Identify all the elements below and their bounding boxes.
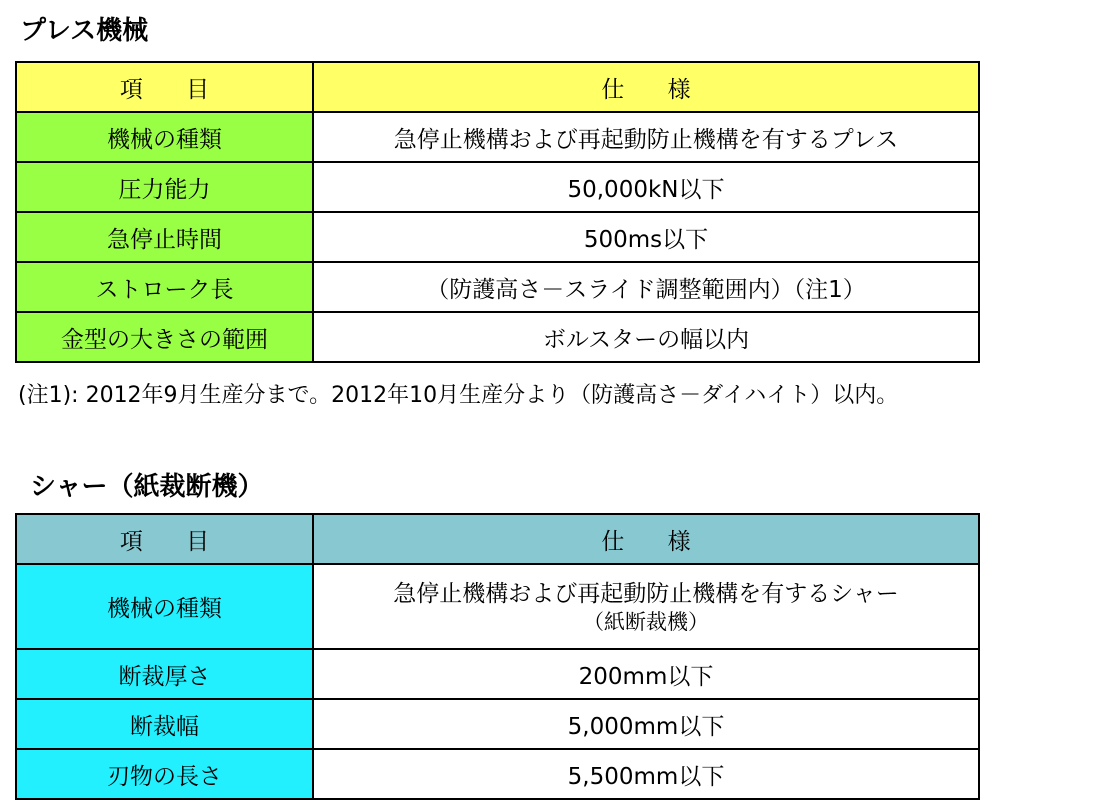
table-row: [16, 649, 979, 699]
row-spec: 500ms以下: [313, 212, 979, 262]
row-spec-line1: 急停止機構および再起動防止機構を有するシャー: [393, 580, 899, 607]
table-row: [16, 312, 979, 362]
row-spec: [313, 564, 979, 649]
table-row: [16, 162, 979, 212]
table-row: [16, 112, 979, 162]
header-spec: 仕 様: [313, 514, 979, 564]
press-footnote: (注1): 2012年9月生産分まで。2012年10月生産分より（防護高さ－ダイハイト）以内。: [18, 383, 899, 408]
row-item: ストローク長: [16, 262, 313, 312]
row-item: 金型の大きさの範囲: [16, 312, 313, 362]
table-row: [16, 564, 979, 649]
row-spec: ボルスターの幅以内: [313, 312, 979, 362]
row-spec: 200mm以下: [313, 649, 979, 699]
header-item: 項 目: [16, 62, 313, 112]
table-row: [16, 212, 979, 262]
row-item: 圧力能力: [16, 162, 313, 212]
table-header-row: [16, 514, 979, 564]
shear-section-title: シャー（紙裁断機）: [30, 472, 264, 502]
header-spec: 仕 様: [313, 62, 979, 112]
table-row: [16, 749, 979, 799]
row-item: 断裁厚さ: [16, 649, 313, 699]
table-header-row: [16, 62, 979, 112]
row-spec-line2: （紙断裁機）: [583, 609, 709, 634]
row-item: 機械の種類: [16, 112, 313, 162]
row-spec: （防護高さ－スライド調整範囲内）（注1）: [313, 262, 979, 312]
header-item: 項 目: [16, 514, 313, 564]
row-item: 急停止時間: [16, 212, 313, 262]
press-spec-table: [15, 61, 980, 363]
row-item: 機械の種類: [16, 564, 313, 649]
table-row: [16, 699, 979, 749]
row-item: 断裁幅: [16, 699, 313, 749]
shear-spec-table: [15, 513, 980, 800]
row-spec: 急停止機構および再起動防止機構を有するプレス: [313, 112, 979, 162]
row-spec: 50,000kN以下: [313, 162, 979, 212]
row-item: 刃物の長さ: [16, 749, 313, 799]
table-row: [16, 262, 979, 312]
row-spec: 5,500mm以下: [313, 749, 979, 799]
row-spec: 5,000mm以下: [313, 699, 979, 749]
press-section-title: プレス機械: [20, 16, 149, 46]
